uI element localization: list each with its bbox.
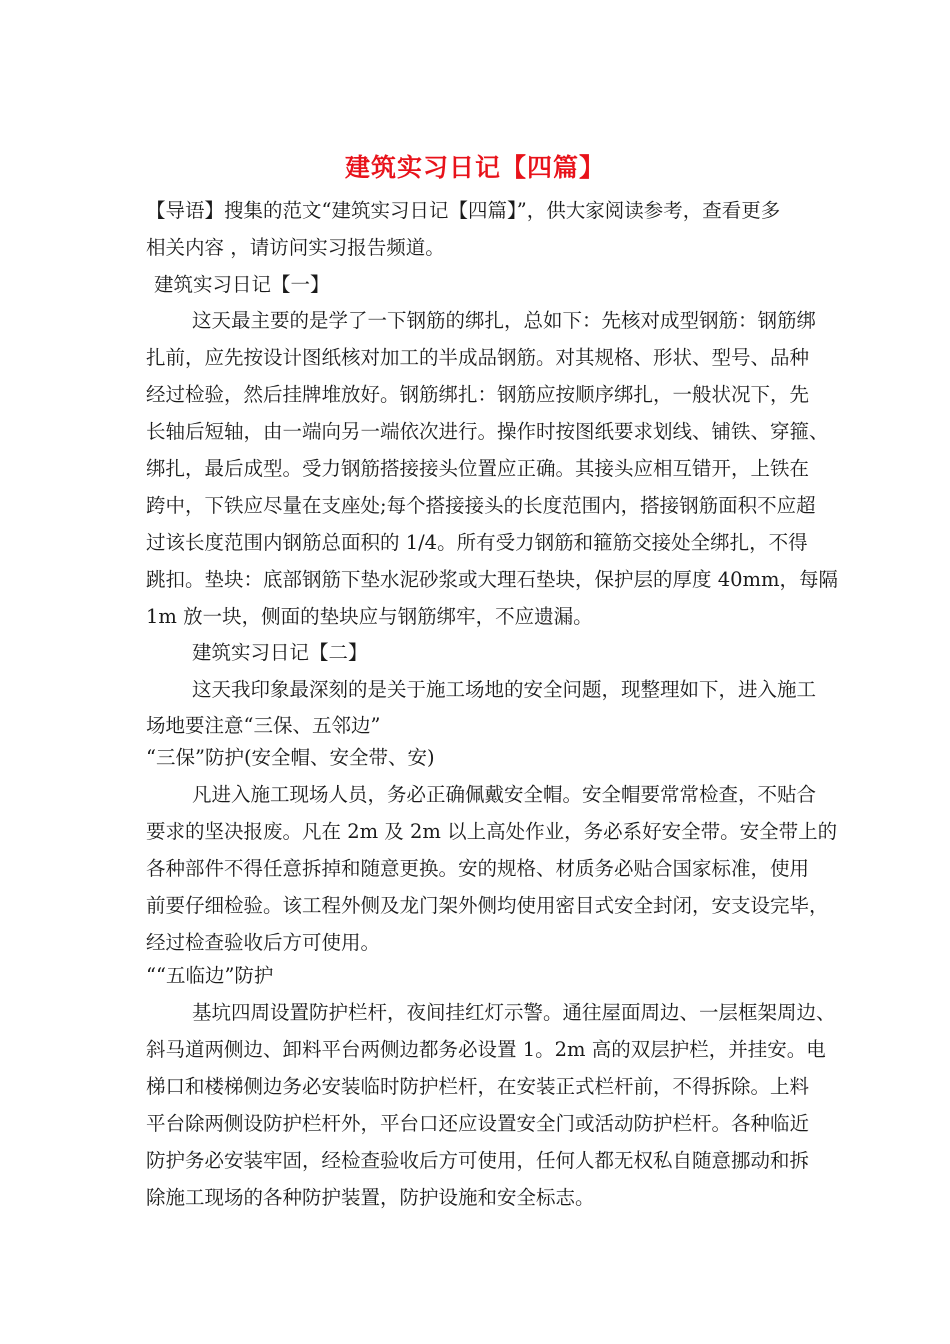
paragraph-line: “三保”防护(安全帽、安全带、安)	[146, 746, 435, 769]
paragraph-line: 基坑四周设置防护栏杆，夜间挂红灯示警。通往屋面周边、一层框架周边、	[192, 1001, 836, 1024]
paragraph-line: 凡进入施工现场人员，务必正确佩戴安全帽。安全帽要常常检查，不贴合	[192, 783, 817, 806]
paragraph-line: 1m 放一块，侧面的垫块应与钢筋绑牢，不应遗漏。	[146, 605, 593, 628]
paragraph-line: 防护务必安装牢固，经检查验收后方可使用，任何人都无权私自随意挪动和拆	[146, 1149, 810, 1172]
paragraph-line: 绑扎，最后成型。受力钢筋搭接接头位置应正确。其接头应相互错开，上铁在	[146, 457, 810, 480]
section-heading: 建筑实习日记【二】	[192, 641, 368, 664]
paragraph-line: 跳扣。垫块：底部钢筋下垫水泥砂浆或大理石垫块，保护层的厚度 40mm，每隔	[146, 568, 838, 591]
paragraph-line: 斜马道两侧边、卸料平台两侧边都务必设置 1。2m 高的双层护栏，并挂安。电	[146, 1038, 826, 1061]
paragraph-line: 平台除两侧设防护栏杆外，平台口还应设置安全门或活动防护栏杆。各种临近	[146, 1112, 810, 1135]
paragraph-line: 各种部件不得任意拆掉和随意更换。安的规格、材质务必贴合国家标准，使用	[146, 857, 810, 880]
paragraph-line: 扎前，应先按设计图纸核对加工的半成品钢筋。对其规格、形状、型号、品种	[146, 346, 810, 369]
paragraph-line: 长轴后短轴，由一端向另一端依次进行。操作时按图纸要求划线、铺铁、穿箍、	[146, 420, 829, 443]
paragraph-line: 【导语】搜集的范文“建筑实习日记【四篇】”，供大家阅读参考，查看更多	[146, 199, 781, 222]
page-title: 建筑实习日记【四篇】	[344, 153, 605, 182]
paragraph-line: 过该长度范围内钢筋总面积的 1/4。所有受力钢筋和箍筋交接处全绑扎，不得	[146, 531, 808, 554]
paragraph-line: ““五临边”防护	[146, 964, 274, 987]
paragraph-line: 这天我印象最深刻的是关于施工场地的安全问题，现整理如下，进入施工	[192, 678, 817, 701]
paragraph-line: 要求的坚决报废。凡在 2m 及 2m 以上高处作业，务必系好安全带。安全带上的	[146, 820, 838, 843]
section-heading: 建筑实习日记【一】	[154, 273, 330, 296]
paragraph-line: 经过检查验收后方可使用。	[146, 931, 381, 954]
paragraph-line: 场地要注意“三保、五邻边”	[146, 714, 381, 737]
paragraph-line: 这天最主要的是学了一下钢筋的绑扎，总如下：先核对成型钢筋：钢筋绑	[192, 309, 817, 332]
paragraph-line: 除施工现场的各种防护装置，防护设施和安全标志。	[146, 1186, 595, 1209]
paragraph-line: 经过检验，然后挂牌堆放好。钢筋绑扎：钢筋应按顺序绑扎，一般状况下，先	[146, 383, 810, 406]
paragraph-line: 跨中，下铁应尽量在支座处;每个搭接接头的长度范围内，搭接钢筋面积不应超	[146, 494, 816, 517]
paragraph-line: 前要仔细检验。该工程外侧及龙门架外侧均使用密目式安全封闭，安支设完毕，	[146, 894, 829, 917]
paragraph-line: 梯口和楼梯侧边务必安装临时防护栏杆，在安装正式栏杆前，不得拆除。上料	[146, 1075, 810, 1098]
paragraph-line: 相关内容 ，请访问实习报告频道。	[146, 236, 445, 259]
